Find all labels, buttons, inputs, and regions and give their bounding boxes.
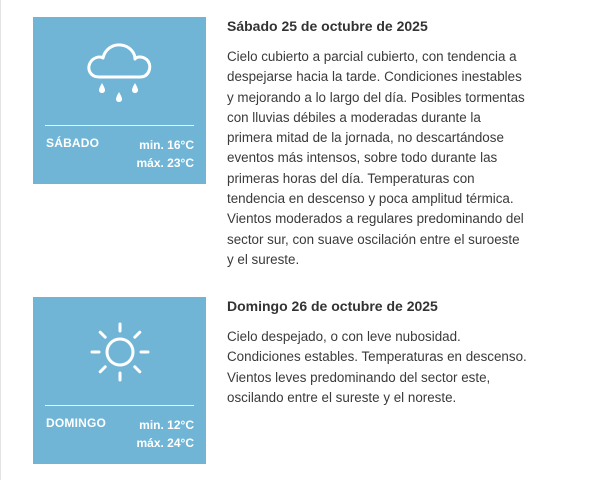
weather-card	[33, 17, 206, 184]
min-temperature: min. 12°C	[139, 418, 194, 432]
day-label: DOMINGO	[46, 416, 107, 430]
forecast-date-title: Sábado 25 de octubre de 2025	[227, 18, 428, 34]
cloud-rain-icon	[83, 39, 157, 109]
forecast-date-title: Domingo 26 de octubre de 2025	[227, 298, 438, 314]
min-temperature: min. 16°C	[139, 138, 194, 152]
day-label: SÁBADO	[46, 136, 100, 150]
sun-icon	[83, 319, 157, 389]
forecast-description: Cielo despejado, o con leve nubosidad. Condiciones estables. Temperaturas en descenso. Vientos leves predominando del sector este, oscilando entre el sureste y el noreste.	[227, 329, 527, 405]
temperature-range	[137, 416, 195, 452]
temperature-range	[137, 136, 195, 172]
forecast-text	[227, 297, 527, 408]
max-temperature: máx. 23°C	[136, 156, 194, 170]
page-left-border	[0, 0, 1, 480]
forecast-text	[227, 17, 527, 270]
weather-card	[33, 297, 206, 464]
card-divider	[45, 405, 194, 406]
forecast-description: Cielo cubierto a parcial cubierto, con tendencia a despejarse hacia la tarde. Condiciones inestables y mejorando a lo largo del día. Posibles tormentas con lluvias débiles a moderadas durante la primera mitad de la jornada, no descartándose eventos más intensos, sobre todo durante las primeras horas del día. Temperaturas con tendencia en descenso y poca amplitud térmica. Vientos moderados a regulares predominando del sector sur, con suave oscilación entre el suroeste y el sureste.	[227, 49, 525, 267]
max-temperature: máx. 24°C	[136, 436, 194, 450]
card-divider	[45, 125, 194, 126]
